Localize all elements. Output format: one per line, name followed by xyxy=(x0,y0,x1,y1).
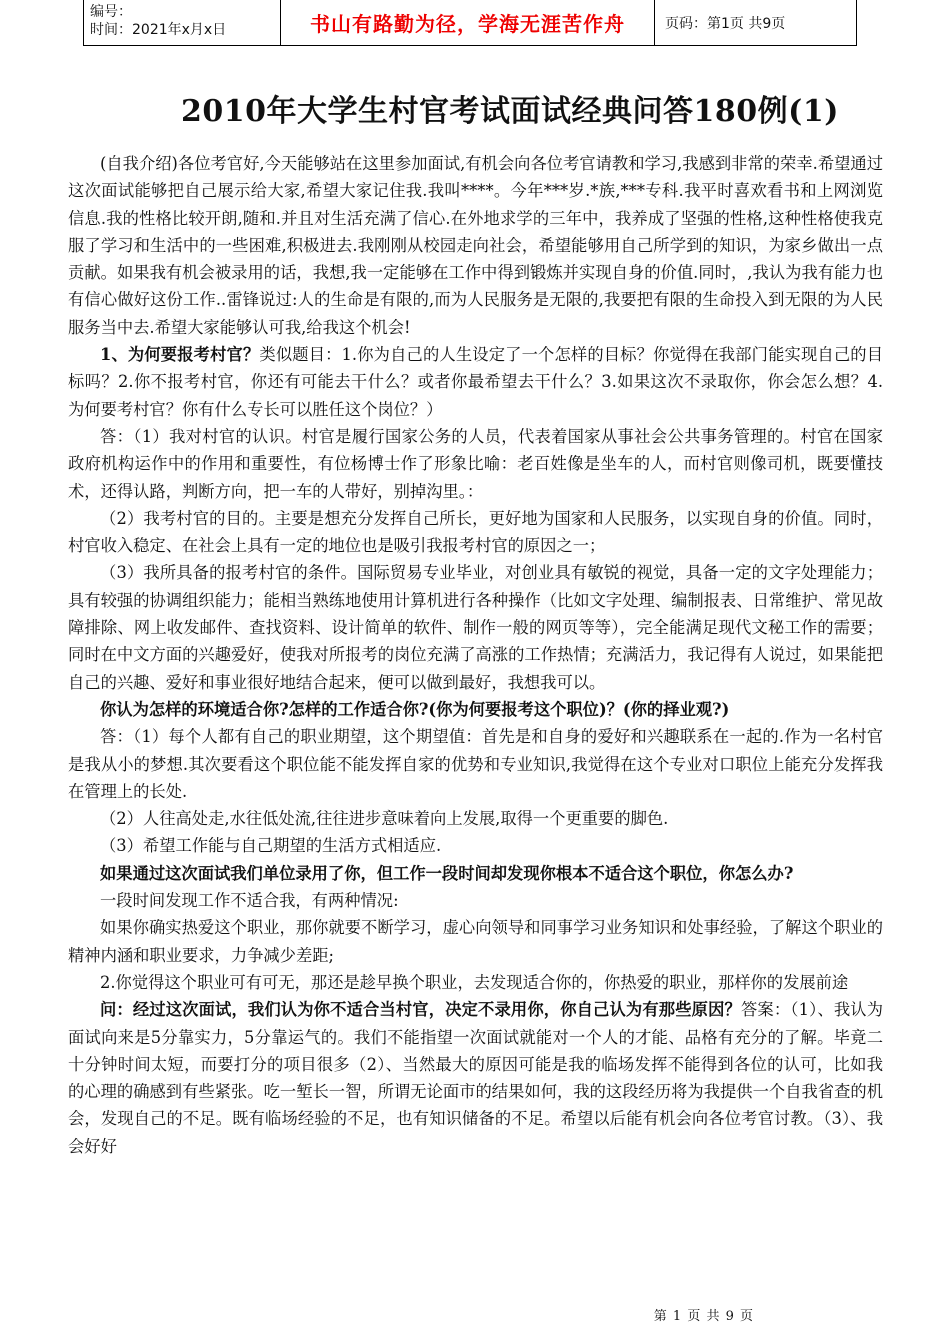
answer-text: ：（1）、我认为面试向来是5分靠实力，5分靠运气的。我们不能指望一次面试就能对一个人的才能、品格有充分的了解。毕竟二十分钟时间太短，而要打分的项目很多（2）、当然最大的原因可能是我的临场发挥不能得到各位的认可，比如我的心理的确感到有些紧张。吃一堑长一智，所谓无论面市的结果如何，我的这段经历将为我提供一个自我省查的机会，发现自己的不足。既有临场经验的不足，也有知识储备的不足。希望以后能有机会向各位考官讨教。（3）、我会好好 xyxy=(68,1000,883,1156)
answer-paragraph: （3）希望工作能与自己期望的生活方式相适应. xyxy=(100,836,442,856)
question-4-heading: 问：经过这次面试，我们认为你不适合当村官，决定不录用你，你自己认为有那些原因？ xyxy=(100,1000,741,1020)
question-1-text: 类似题目：1.你为自己的人生设定了一个怎样的目标？你觉得在我部门能实现自己的目标吗？2.你不报考村官，你还有可能去干什么？或者你最希望去干什么？3.如果这次不录取你，你会怎么想？4. 为何要考村官？你有什么专长可以胜任这个岗位？） xyxy=(68,345,883,419)
answer-paragraph: 如果你确实热爱这个职业，那你就要不断学习，虚心向领导和同事学习业务知识和处事经验，了解这个职业的精神内涵和职业要求，力争减少差距; xyxy=(68,918,883,965)
answer-paragraph: （2）我考村官的目的。主要是想充分发挥自己所长，更好地为国家和人民服务，以实现自身的价值。同时，村官收入稳定、在社会上具有一定的地位也是吸引我报考村官的原因之一； xyxy=(68,508,883,556)
question-3: 如果通过这次面试我们单位录用了你，但工作一段时间却发现你根本不适合这个职位，你怎么办? xyxy=(100,863,794,883)
header-page-info: 页码：第1页 共9页 xyxy=(665,15,786,32)
answer-paragraph: （2）人往高处走,水往低处流,往往进步意味着向上发展,取得一个更重要的脚色. xyxy=(100,809,669,829)
answer-paragraph: 2.你觉得这个职业可有可无，那还是趁早换个职业，去发现适合你的，你热爱的职业，那样你的发展前途 xyxy=(100,972,849,992)
page-footer: 第 1 页 共 9 页 xyxy=(653,1309,754,1324)
question-2: 你认为怎样的环境适合你?怎样的工作适合你?(你为何要报考这个职位)？(你的择业观?) xyxy=(100,699,730,719)
answer-paragraph: （3）我所具备的报考村官的条件。国际贸易专业毕业，对创业具有敏锐的视觉，具备一定的文字处理能力；具有较强的协调组织能力；能相当熟练地使用计算机进行各种操作（比如文字处理、编制报表、日常维护、常见故障排除、网上收发邮件、查找资料、设计简单的软件、制作一般的网页等等），完全能满足现代文秘工作的需要；同时在中文方面的兴趣爱好，使我对所报考的岗位充满了高涨的工作热情；充满活力，我记得有人说过，如果能把自己的兴趣、爱好和事业很好地结合起来，便可以做到最好，我想我可以。 xyxy=(68,563,883,692)
document-time-label: 时间：2021年x月x日 xyxy=(90,22,227,38)
answer-label: 答案 xyxy=(740,1000,774,1020)
question-1 xyxy=(68,341,883,423)
intro-paragraph: (自我介绍)各位考官好,今天能够站在这里参加面试,有机会向各位考官请教和学习,我感到非常的荣幸.希望通过这次面试能够把自己展示给大家,希望大家记住我.我叫****。今年***岁.*族,***专科.我平时喜欢看书和上网浏览信息.我的性格比较开朗,随和.并且对生活充满了信心.在外地求学的三年中，我养成了坚强的性格,这种性格使我克服了学习和生活中的一些困难,积极进去.我刚刚从校园走向社会，希望能够用自己所学到的知识，为家乡做出一点贡献。如果我有机会被录用的话，我想,我一定能够在工作中得到锻炼并实现自身的价值.同时，,我认为我有能力也有信心做好这份工作..雷锋说过:人的生命是有限的,而为人民服务是无限的,我要把有限的生命投入到无限的为人民服务当中去.希望大家能够认可我,给我这个机会! xyxy=(68,154,883,337)
question-4 xyxy=(68,996,883,1160)
page-header xyxy=(83,0,857,46)
header-meta xyxy=(84,0,281,45)
answer-paragraph: 一段时间发现工作不适合我，有两种情况: xyxy=(100,891,399,911)
document-title: 2010年大学生村官考试面试经典问答180例(1) xyxy=(181,94,839,129)
header-motto: 书山有路勤为径，学海无涯苦作舟 xyxy=(281,0,655,45)
document-number-label: 编号： xyxy=(90,4,132,20)
answer-paragraph: 答：（1）每个人都有自己的职业期望，这个期望值：首先是和自身的爱好和兴趣联系在一起的.作为一名村官是我从小的梦想.其次要看这个职位能不能发挥自家的优势和专业知识,我觉得在这个专业对口职位上能充分发挥我在管理上的长处. xyxy=(68,727,883,801)
answer-paragraph: 答：（1）我对村官的认识。村官是履行国家公务的人员，代表着国家从事社会公共事务管理的。村官在国家政府机构运作中的作用和重要性，有位杨博士作了形象比喻：老百姓像是坐车的人，而村官则像司机，既要懂技术，还得认路，判断方向，把一车的人带好，别掉沟里。： xyxy=(68,426,883,501)
document-body xyxy=(68,150,883,1160)
question-1-heading: 1、为何要报考村官？ xyxy=(100,345,260,365)
